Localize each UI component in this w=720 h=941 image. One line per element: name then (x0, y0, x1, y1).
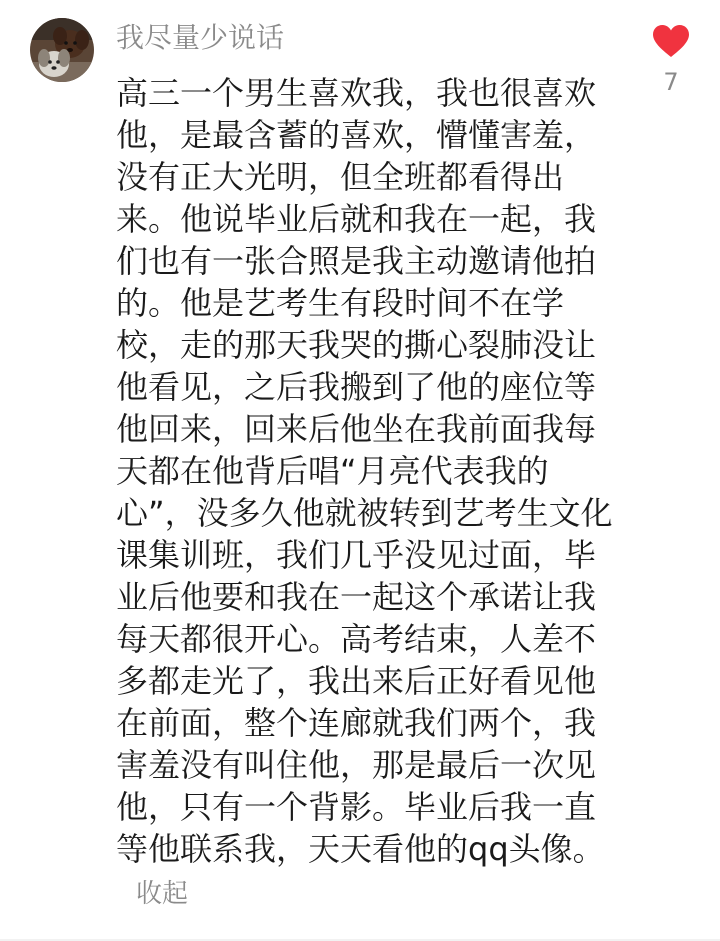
comment-username[interactable]: 我尽量少说话 (116, 21, 285, 54)
comment-body: 高三一个男生喜欢我，我也很喜欢他，是最含蓄的喜欢，懵懂害羞，没有正大光明，但全班都看得出来。他说毕业后就和我在一起，我们也有一张合照是我主动邀请他拍的。他是艺考生有段时间不在学校，走的那天我哭的撕心裂肺没让他看见，之后我搬到了他的座位等他回来，回来后他坐在我前面我每天都在他背后唱“月亮代表我的心”，没多久他就被转到艺考生文化课集训班，我们几乎没见过面，毕业后他要和我在一起这个承诺让我每天都很开心。高考结束，人差不多都走光了，我出来后正好看见他在前面，整个连廊就我们两个，我害羞没有叫住他，那是最后一次见他，只有一个背影。毕业后我一直等他联系我，天天看他的qq头像。 (116, 74, 613, 868)
dog-avatar-icon (30, 18, 94, 82)
collapse-button[interactable]: 收起 (136, 879, 189, 909)
like-count: 7 (663, 68, 679, 96)
user-avatar[interactable] (30, 18, 94, 82)
like-button[interactable] (648, 24, 694, 96)
comment-text (116, 72, 614, 915)
heart-icon (652, 24, 690, 58)
